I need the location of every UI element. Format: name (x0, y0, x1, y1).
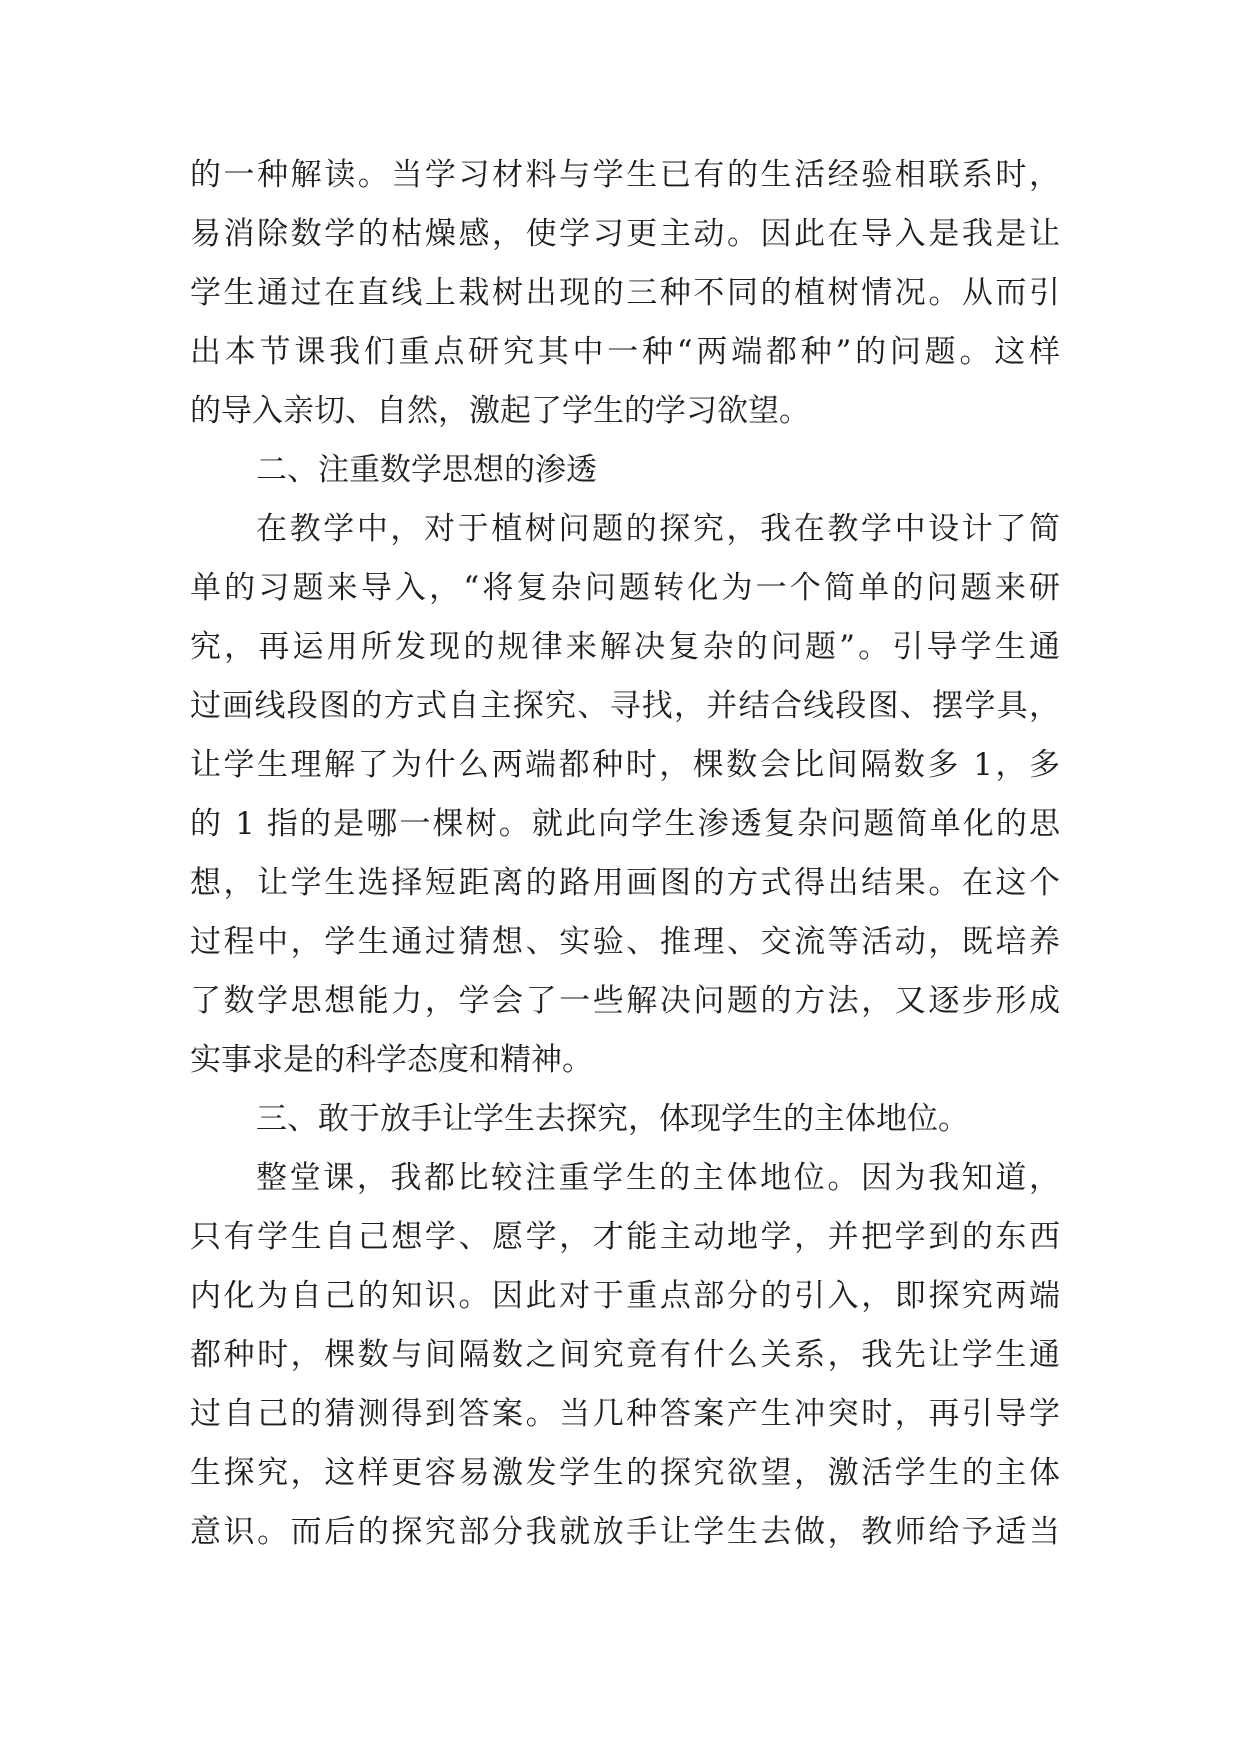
text-line: 易消除数学的枯燥感，使学习更主动。因此在导入是我是让 (190, 216, 1060, 252)
text-line: 了数学思想能力，学会了一些解决问题的方法，又逐步形成 (190, 983, 1060, 1019)
text-line: 的 1 指的是哪一棵树。就此向学生渗透复杂问题简单化的思 (190, 806, 1060, 842)
text-line: 学生通过在直线上栽树出现的三种不同的植树情况。从而引 (190, 275, 1060, 311)
text-line: 究，再运用所发现的规律来解决复杂的问题”。引导学生通 (190, 629, 1060, 665)
text-line: 实事求是的科学态度和精神。 (190, 1042, 593, 1078)
text-line: 的导入亲切、自然，激起了学生的学习欲望。 (190, 393, 810, 429)
text-line: 单的习题来导入，“将复杂问题转化为一个简单的问题来研 (190, 570, 1060, 606)
text-line: 出本节课我们重点研究其中一种“两端都种”的问题。这样 (190, 334, 1060, 370)
text-line: 在教学中，对于植树问题的探究，我在教学中设计了简 (256, 511, 1060, 547)
text-line: 只有学生自己想学、愿学，才能主动地学，并把学到的东西 (190, 1219, 1060, 1255)
text-line: 都种时，棵数与间隔数之间究竟有什么关系，我先让学生通 (190, 1337, 1060, 1373)
section-heading: 三、敢于放手让学生去探究，体现学生的主体地位。 (256, 1101, 969, 1137)
text-line: 想，让学生选择短距离的路用画图的方式得出结果。在这个 (190, 865, 1060, 901)
text-line: 意识。而后的探究部分我就放手让学生去做，教师给予适当 (190, 1514, 1060, 1550)
text-line: 过程中，学生通过猜想、实验、推理、交流等活动，既培养 (190, 924, 1060, 960)
text-line: 让学生理解了为什么两端都种时，棵数会比间隔数多 1，多 (190, 747, 1060, 783)
text-line: 内化为自己的知识。因此对于重点部分的引入，即探究两端 (190, 1278, 1060, 1314)
body-text (190, 146, 1060, 1562)
text-line: 过自己的猜测得到答案。当几种答案产生冲突时，再引导学 (190, 1396, 1060, 1432)
text-line: 整堂课，我都比较注重学生的主体地位。因为我知道， (256, 1160, 1060, 1196)
text-line: 过画线段图的方式自主探究、寻找，并结合线段图、摆学具， (190, 688, 1060, 724)
text-line: 的一种解读。当学习材料与学生已有的生活经验相联系时， (190, 157, 1060, 193)
text-line: 生探究，这样更容易激发学生的探究欲望，激活学生的主体 (190, 1455, 1060, 1491)
section-heading: 二、注重数学思想的渗透 (256, 452, 597, 488)
